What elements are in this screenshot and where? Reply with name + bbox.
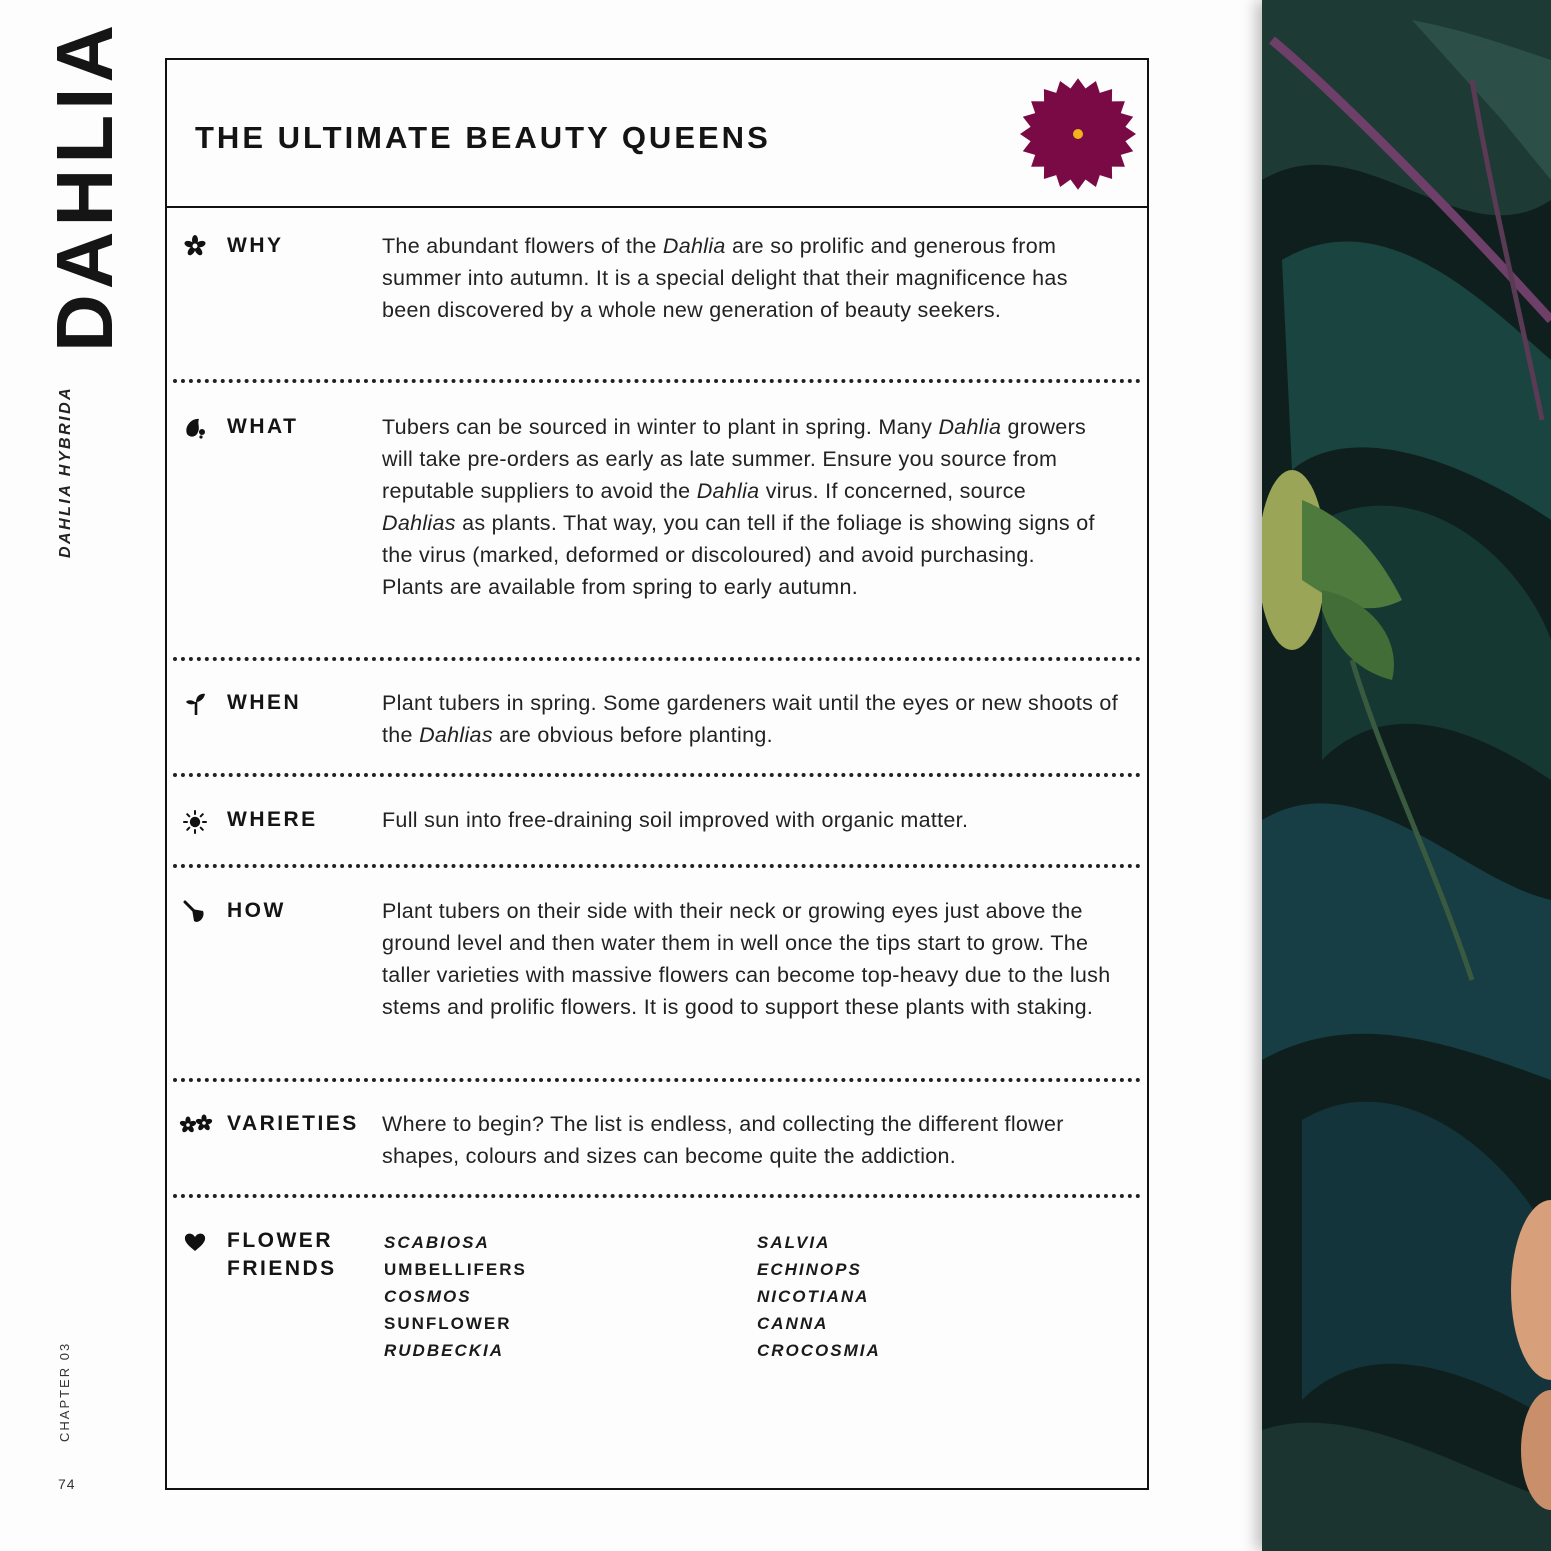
dotted-divider [173, 1194, 1141, 1198]
dotted-divider [173, 1078, 1141, 1082]
text-how: Plant tubers on their side with their neck or growing eyes just above the ground level and then water them in well once the tips start to grow. The taller varieties with massive flowers can become top-heavy due to the lush stems and prolific flowers. It is good to support these plants with staking. [382, 899, 1111, 1019]
flower-icon [183, 234, 207, 258]
dotted-divider [173, 379, 1141, 383]
label-what: WHAT [227, 415, 299, 438]
vertical-title: DAHLIA [40, 19, 129, 352]
label-why: WHY [227, 234, 284, 257]
vertical-latin-name: DAHLIA HYBRIDA [57, 385, 74, 558]
dahlia-flower-icon [1018, 76, 1138, 192]
list-item: COSMOS [384, 1287, 472, 1306]
text-when: Plant tubers in spring. Some gardeners wait until the eyes or new shoots of the Dahlias are obvious before planting. [382, 691, 1118, 747]
list-item: SUNFLOWER [384, 1314, 512, 1333]
label-when: WHEN [227, 691, 302, 714]
list-item: CROCOSMIA [757, 1341, 881, 1360]
chapter-label: CHAPTER 03 [57, 1341, 72, 1442]
list-item: CANNA [757, 1314, 829, 1333]
list-item: SALVIA [757, 1233, 831, 1252]
text-where: Full sun into free-draining soil improved with organic matter. [382, 808, 969, 832]
label-friends: FRIENDS [227, 1257, 337, 1280]
dotted-divider [173, 657, 1141, 661]
list-item: SCABIOSA [384, 1233, 490, 1252]
dotted-divider [173, 773, 1141, 777]
page-number: 74 [58, 1476, 76, 1492]
label-flower-friends [227, 1227, 337, 1283]
box-header [167, 60, 1147, 208]
trowel-icon [183, 900, 207, 924]
header-title: THE ULTIMATE BEAUTY QUEENS [195, 120, 771, 155]
label-flower: FLOWER [227, 1229, 333, 1252]
list-item: UMBELLIFERS [384, 1260, 527, 1279]
list-item: NICOTIANA [757, 1287, 870, 1306]
label-varieties: VARIETIES [227, 1112, 359, 1135]
friends-list-1 [384, 1229, 527, 1364]
label-how: HOW [227, 899, 286, 922]
dotted-divider [173, 864, 1141, 868]
list-item: RUDBECKIA [384, 1341, 504, 1360]
info-box [165, 58, 1149, 1490]
label-where: WHERE [227, 808, 318, 831]
dahlia-foliage-photo [1262, 0, 1551, 1551]
text-why: The abundant flowers of the Dahlia are so prolific and generous from summer into autumn. It is a special delight that their magnificence has been discovered by a whole new generation of beauty seekers. [382, 234, 1068, 322]
text-varieties: Where to begin? The list is endless, and collecting the different flower shapes, colours and sizes can become quite the addiction. [382, 1112, 1064, 1168]
friends-list-2 [757, 1229, 881, 1364]
sprout-icon [183, 692, 207, 716]
heart-icon [183, 1230, 207, 1254]
sun-icon [183, 810, 207, 834]
text-what: Tubers can be sourced in winter to plant in spring. Many Dahlia growers will take pre-orders as early as late summer. Ensure you source from reputable suppliers to avoid the Dahlia virus. If concerned, source Dahlias as plants. That way, you can tell if the foliage is showing signs of the virus (marked, deformed or discoloured) and avoid purchasing. Plants are available from spring to early autumn. [382, 415, 1095, 599]
bulb-icon [183, 416, 207, 440]
flowers-icon [179, 1112, 213, 1136]
list-item: ECHINOPS [757, 1260, 862, 1279]
